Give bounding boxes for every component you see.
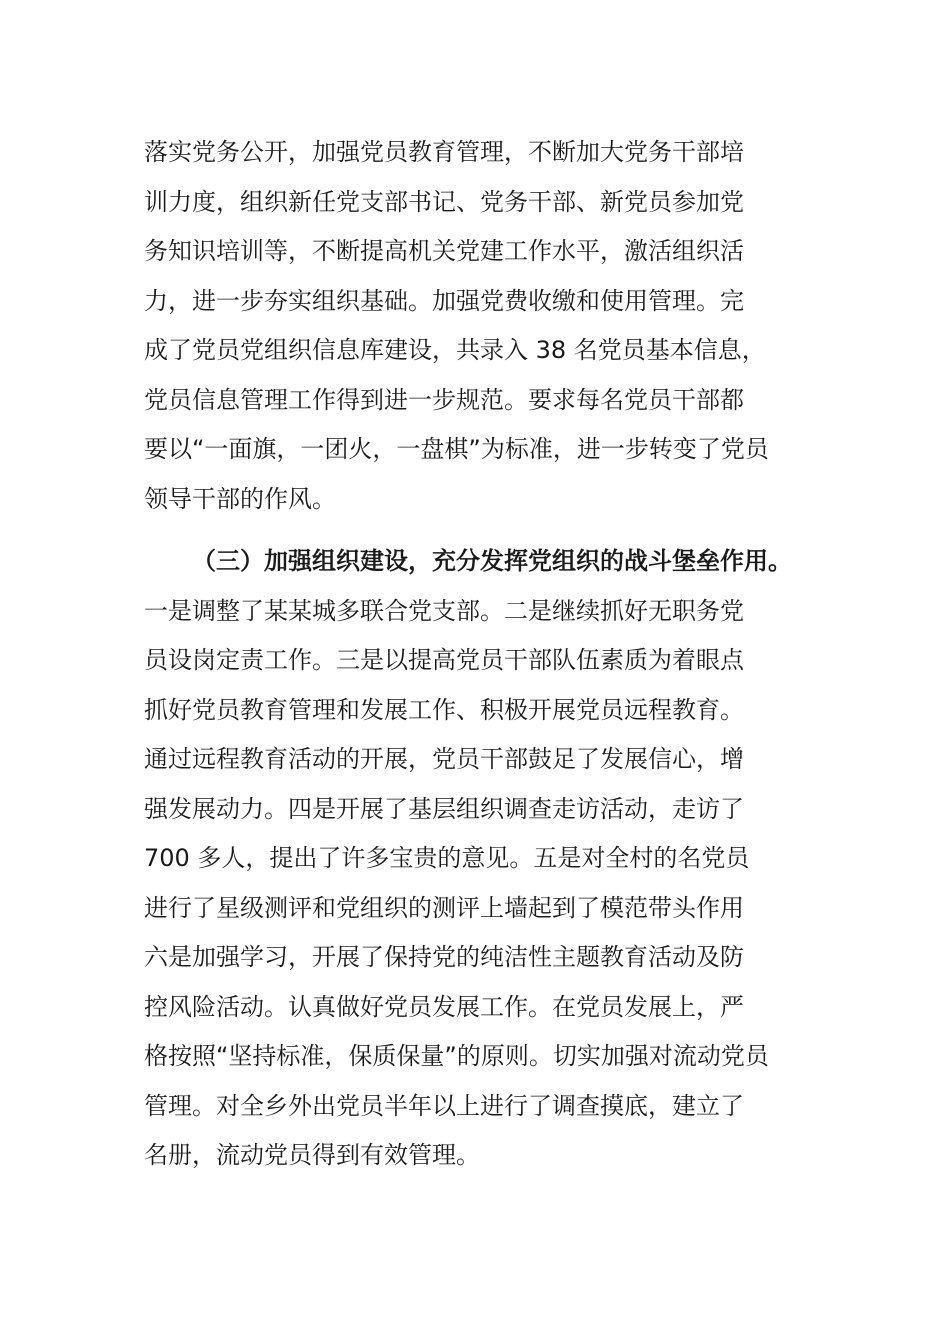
paragraph-line: 控风险活动。认真做好党员发展工作。在党员发展上，严 [144,992,744,1021]
paragraph-line: 力，进一步夯实组织基础。加强党费收缴和使用管理。完 [144,286,744,315]
paragraph-organization-building [144,537,824,1181]
paragraph-line: 进行了星级测评和党组织的测评上墙起到了模范带头作用 [144,893,744,922]
paragraph-line: 落实党务公开，加强党员教育管理，不断加大党务干部培 [144,138,744,166]
paragraph-line: 700 多人，提出了许多宝贵的意见。五是对全村的名党员 [144,844,750,872]
paragraph-line: 务知识培训等，不断提高机关党建工作水平，激活组织活 [144,237,744,265]
paragraph-line: 党员信息管理工作得到进一步规范。要求每名党员干部都 [144,385,744,414]
paragraph-line: 训力度，组织新任党支部书记、党务干部、新党员参加党 [144,187,744,216]
paragraph-line: 员设岗定责工作。三是以提高党员干部队伍素质为着眼点 [144,646,744,674]
paragraph-line: 领导干部的作风。 [144,484,336,513]
paragraph-line: 管理。对全乡外出党员半年以上进行了调查摸底，建立了 [144,1091,744,1120]
paragraph-line: 六是加强学习，开展了保持党的纯洁性主题教育活动及防 [144,943,744,971]
paragraph-line: 一是调整了某某城多联合党支部。二是继续抓好无职务党 [144,596,744,625]
paragraph-party-affairs [144,128,824,524]
paragraph-line: 格按照“坚持标准，保质保量”的原则。切实加强对流动党员 [144,1042,769,1070]
paragraph-line: 名册，流动党员得到有效管理。 [144,1141,480,1169]
paragraph-line: 成了党员党组织信息库建设，共录入 38 名党员基本信息， [144,336,766,364]
paragraph-line: 通过远程教育活动的开展，党员干部鼓足了发展信心，增 [144,745,744,773]
section-heading: （三）加强组织建设，充分发挥党组织的战斗堡垒作用。 [192,547,792,575]
paragraph-line: 要以“一面旗，一团火，一盘棋”为标准，进一步转变了党员 [144,435,769,463]
paragraph-line: 强发展动力。四是开展了基层组织调查走访活动，走访了 [144,794,744,823]
paragraph-line: 抓好党员教育管理和发展工作、积极开展党员远程教育。 [144,695,744,724]
